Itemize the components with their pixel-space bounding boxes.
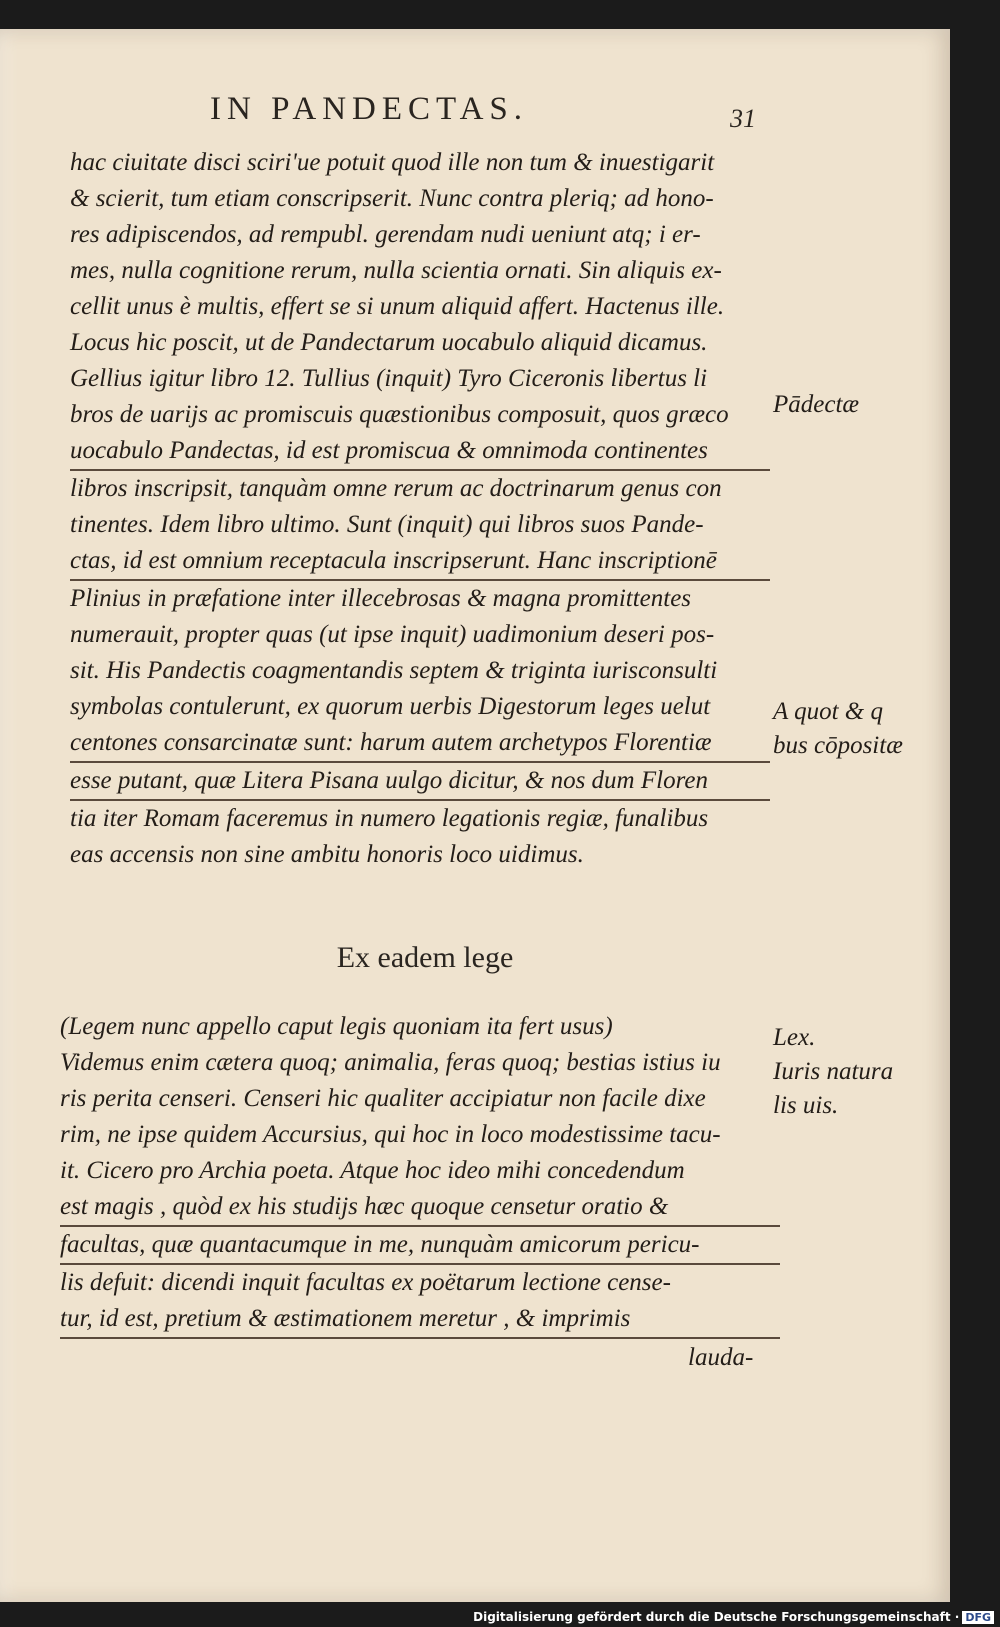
text-line-underlined: tur, id est, pretium & æstimationem meretur , & imprimis xyxy=(60,1301,780,1339)
text-line: cellit unus è multis, effert se si unum aliquid affert. Hactenus ille. xyxy=(70,293,725,320)
text-line: sit. His Pandectis coagmentandis septem & triginta iurisconsulti xyxy=(70,657,718,684)
text-block-1 xyxy=(70,145,770,873)
text-line: libros inscripsit, tanquàm omne rerum ac doctrinarum genus con xyxy=(70,475,722,502)
text-line-underlined: centones consarcinatæ sunt: harum autem archetypos Florentiæ xyxy=(70,725,770,763)
margin-note-line: A quot & q xyxy=(773,698,883,725)
text-line: ris perita censeri. Censeri hic qualiter accipiatur non facile dixe xyxy=(60,1085,706,1112)
section-title: Ex eadem lege xyxy=(336,941,514,974)
page-number: 31 xyxy=(730,104,756,133)
margin-note-a-quot xyxy=(773,695,903,763)
text-line-underlined: esse putant, quæ Litera Pisana uulgo dicitur, & nos dum Floren xyxy=(70,763,770,801)
text-line-underlined: facultas, quæ quantacumque in me, nunquàm amicorum pericu- xyxy=(60,1227,780,1265)
text-line: lis defuit: dicendi inquit facultas ex poëtarum lectione cense- xyxy=(60,1269,671,1296)
text-line: it. Cicero pro Archia poeta. Atque hoc ideo mihi concedendum xyxy=(60,1157,685,1184)
running-title: IN PANDECTAS. xyxy=(210,91,529,127)
text-line: hac ciuitate disci sciri'ue potuit quod ille non tum & inuestigarit xyxy=(70,149,715,176)
margin-note-line: lis uis. xyxy=(773,1092,839,1119)
credit-text: Digitalisierung gefördert durch die Deutsche Forschungsgemeinschaft · xyxy=(473,1610,960,1624)
text-line: symbolas contulerunt, ex quorum uerbis Digestorum leges uelut xyxy=(70,693,711,720)
text-line: numerauit, propter quas (ut ipse inquit) uadimonium deseri pos- xyxy=(70,621,715,648)
text-line-underlined: uocabulo Pandectas, id est promiscua & omnimoda continentes xyxy=(70,433,770,471)
margin-note-line: Pādectæ xyxy=(773,391,860,418)
text-line: tinentes. Idem libro ultimo. Sunt (inquit) qui libros suos Pande- xyxy=(70,511,704,538)
margin-note-pandectae xyxy=(773,388,859,422)
text-line: mes, nulla cognitione rerum, nulla scientia ornati. Sin aliquis ex- xyxy=(70,257,722,284)
text-line-underlined: est magis , quòd ex his studijs hæc quoque censetur oratio & xyxy=(60,1189,780,1227)
margin-note-line: Iuris natura xyxy=(773,1058,894,1085)
margin-note-line: Lex. xyxy=(773,1024,816,1051)
text-line: Gellius igitur libro 12. Tullius (inquit) Tyro Ciceronis libertus li xyxy=(70,365,708,392)
book-page xyxy=(0,29,950,1602)
text-line: rim, ne ipse quidem Accursius, qui hoc in loco modestissime tacu- xyxy=(60,1121,721,1148)
digitization-credit xyxy=(473,1610,994,1624)
text-line: bros de uarijs ac promiscuis quæstionibus composuit, quos græco xyxy=(70,401,729,428)
text-line: Videmus enim cætera quoq; animalia, feras quoq; bestias istius iu xyxy=(60,1049,721,1076)
margin-note-line: bus cōpositæ xyxy=(773,732,903,759)
text-line: res adipiscendos, ad rempubl. gerendam nudi ueniunt atq; i er- xyxy=(70,221,701,248)
text-line: Locus hic poscit, ut de Pandectarum uocabulo aliquid dicamus. xyxy=(70,329,708,356)
text-block-2 xyxy=(60,1009,780,1339)
margin-note-lex xyxy=(773,1021,893,1123)
text-line: & scierit, tum etiam conscripserit. Nunc contra pleriq; ad hono- xyxy=(70,185,714,212)
text-line-underlined: ctas, id est omnium receptacula inscripserunt. Hanc inscriptionē xyxy=(70,543,770,581)
text-line: Plinius in præfatione inter illecebrosas & magna promittentes xyxy=(70,585,692,612)
catchword: lauda- xyxy=(688,1344,754,1371)
text-line: eas accensis non sine ambitu honoris loco uidimus. xyxy=(70,841,584,868)
text-line: (Legem nunc appello caput legis quoniam ita fert usus) xyxy=(60,1013,613,1040)
dfg-logo: DFG xyxy=(962,1611,994,1624)
text-line: tia iter Romam faceremus in numero legationis regiæ, funalibus xyxy=(70,805,709,832)
